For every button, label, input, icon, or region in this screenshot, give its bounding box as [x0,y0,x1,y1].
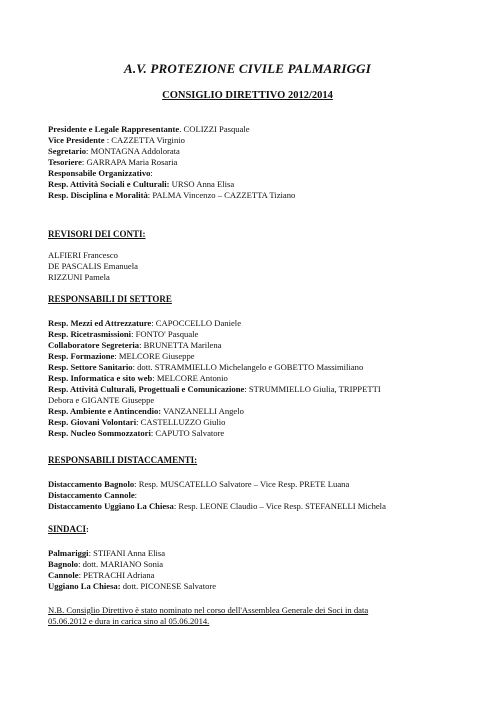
sindaco-row [48,570,154,581]
role-label: Collaboratore Segreteria [48,340,140,350]
settore-row-continuation [48,395,154,406]
person-name: STIFANI Anna Elisa [93,548,166,558]
section-heading-sindaci [48,524,89,535]
person-name: GARRAPA Maria Rosaria [86,157,178,167]
person-name: FONTO' Pasquale [135,329,199,339]
page-subtitle: CONSIGLIO DIRETTIVO 2012/2014 [162,90,333,101]
role-label: Vice Presidente [48,135,105,145]
settore-row [48,340,221,351]
board-row [48,124,250,135]
heading-colon: : [86,524,89,534]
role-label: Segretario [48,146,87,156]
person-name: MONTAGNA Addolorata [90,146,180,156]
person-name: Resp. LEONE Claudio – Vice Resp. STEFANELLI Michela [178,501,386,511]
settore-row [48,406,244,417]
role-label: Resp. Attività Sociali e Culturali: [48,179,170,189]
person-name: PALMA Vincenzo – CAZZETTA Tiziano [152,190,296,200]
role-label: Responsabile Organizzativo [48,168,151,178]
person-name: Debora e GIGANTE Giuseppe [48,395,155,405]
separator: : [131,329,136,339]
role-label: Resp. Mezzi ed Attrezzature [48,318,152,328]
footnote-line: 05.06.2012 e dura in carica sino al 05.06.2014. [48,616,210,626]
role-label: Presidente e Legale Rappresentante [48,124,180,134]
settore-row [48,351,195,362]
separator: . [179,124,184,134]
role-label: Resp. Ambiente e Antincendio: [48,406,162,416]
board-row [48,168,153,179]
sindaco-row [48,548,165,559]
separator: : [150,428,156,438]
person-name: MELCORE Antonio [156,373,228,383]
person-name: URSO Anna Elisa [171,179,235,189]
role-label: Resp. Settore Sanitario [48,362,133,372]
settore-row [48,329,198,340]
settore-row [48,318,241,329]
role-label: Resp. Attività Culturali, Progettuali e Comunicazione [48,384,245,394]
separator: : [244,384,249,394]
revisore-name: DE PASCALIS Emanuela [48,261,138,271]
sindaco-row [48,559,163,570]
sindaco-row [48,581,216,592]
person-name: STRUMMIELLO Giulia, TRIPPETTI [248,384,381,394]
person-name: CAPUTO Salvatore [155,428,225,438]
distaccamento-row [48,490,137,501]
revisore-name: ALFIERI Francesco [48,250,118,260]
separator: : [104,135,112,145]
settore-row [48,373,228,384]
distaccamento-row [48,479,349,490]
role-label: Resp. Ricetrasmissioni [48,329,132,339]
person-name: VANZANELLI Angelo [163,406,244,416]
role-label: Distaccamento Bagnolo [48,479,135,489]
distaccamento-row [48,501,386,512]
board-row [48,190,295,201]
separator: : [88,548,94,558]
separator: : [114,351,119,361]
separator: : [78,559,83,569]
section-heading-distaccamenti: RESPONSABILI DISTACCAMENTI: [48,455,198,465]
board-row [48,146,180,157]
person-name: CAPOCCELLO Daniele [155,318,242,328]
separator: : [81,157,87,167]
person-name: dott. STRAMMIELLO Michelangelo e GOBETTO Massimiliano [137,362,364,372]
person-name: MELCORE Giuseppe [118,351,195,361]
settore-row [48,384,381,395]
revisore-name: RIZZUNI Pamela [48,272,110,282]
role-label: Cannole [48,570,79,580]
role-label: Resp. Informatica e sito web [48,373,153,383]
role-label: Resp. Giovani Volontari [48,417,137,427]
role-label: Uggiano La Chiesa: [48,581,121,591]
separator: : [139,340,144,350]
role-label: Resp. Disciplina e Moralità [48,190,148,200]
role-label: Bagnolo [48,559,79,569]
section-heading-settore: RESPONSABILI DI SETTORE [48,294,172,304]
separator: : [86,146,91,156]
section-heading-revisori: REVISORI DEI CONTI: [48,229,146,239]
person-name: Resp. MUSCATELLO Salvatore – Vice Resp. PRETE Luana [138,479,350,489]
role-label: Resp. Formazione [48,351,115,361]
settore-row [48,362,363,373]
separator: : [134,479,139,489]
person-name: BRUNETTA Marilena [143,340,222,350]
board-row [48,157,177,168]
separator: : [78,570,84,580]
person-name: dott. PICONESE Salvatore [122,581,217,591]
board-row [48,135,185,146]
role-label: Distaccamento Cannole [48,490,135,500]
role-label: Tesoriere [48,157,82,167]
separator: : [150,168,153,178]
footnote-line: N.B. Consiglio Direttivo è stato nominato nel corso dell'Assemblea Generale dei Soci in data [48,605,369,615]
page-title: A.V. PROTEZIONE CIVILE PALMARIGGI [123,61,372,76]
role-label: Palmariggi [48,548,89,558]
separator: : [173,501,179,511]
person-name: COLIZZI Pasquale [183,124,250,134]
separator: : [152,373,157,383]
person-name: CAZZETTA Virginio [111,135,185,145]
separator: : [147,190,153,200]
person-name: CASTELLUZZO Giulio [140,417,226,427]
role-label: Distaccamento Uggiano La Chiesa [48,501,174,511]
separator: : [136,417,141,427]
person-name: PETRACHI Adriana [83,570,155,580]
person-name: dott. MARIANO Sonia [82,559,164,569]
role-label: Resp. Nucleo Sommozzatori [48,428,151,438]
heading-text: SINDACI [48,524,87,534]
separator: : [134,490,138,500]
separator: : [151,318,156,328]
settore-row [48,417,225,428]
separator: : [132,362,138,372]
board-row [48,179,234,190]
settore-row [48,428,224,439]
